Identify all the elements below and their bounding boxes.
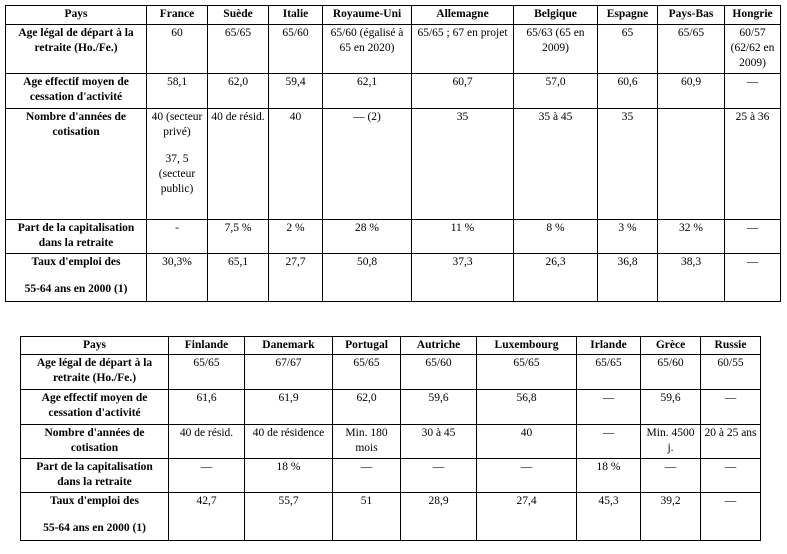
table-cell: 36,8 — [598, 254, 658, 302]
row-header: Nombre d'années de cotisation — [6, 109, 147, 220]
table-cell: — — [169, 459, 245, 493]
table-cell: 50,8 — [323, 254, 412, 302]
table-cell: 35 à 45 — [514, 109, 598, 220]
table-row — [6, 25, 781, 74]
row-header: Part de la capitalisation dans la retraite — [21, 459, 169, 493]
table-row — [21, 355, 761, 390]
table-cell: — — [333, 459, 401, 493]
table-cell: 28 % — [323, 220, 412, 254]
table-cell: 65 — [598, 25, 658, 74]
table-cell: 65/65 — [477, 355, 577, 390]
table-row — [21, 390, 761, 425]
column-header: Espagne — [598, 6, 658, 25]
table-cell: 65/65 ; 67 en projet — [412, 25, 514, 74]
table-cell: 28,9 — [401, 493, 477, 541]
table2-header-row — [21, 337, 761, 355]
cell-line: 40 (secteur privé) — [151, 111, 203, 138]
table-cell: 45,3 — [577, 493, 641, 541]
table-cell: — — [701, 493, 761, 541]
table-cell: 65/65 — [169, 355, 245, 390]
table-cell: 65/60 (égalisé à 65 en 2020) — [323, 25, 412, 74]
cell-line: 37, 5 (secteur public) — [158, 153, 196, 195]
table-cell: 58,1 — [147, 74, 208, 109]
table-row — [6, 254, 781, 302]
row-header — [21, 493, 169, 541]
table-cell: 40 de résidence — [245, 425, 333, 459]
table-cell: — — [401, 459, 477, 493]
table-cell: 59,6 — [401, 390, 477, 425]
table-cell: — (2) — [323, 109, 412, 220]
column-header: France — [147, 6, 208, 25]
column-header: Hongrie — [725, 6, 781, 25]
table-cell: 60/55 — [701, 355, 761, 390]
column-header: Pays-Bas — [658, 6, 725, 25]
table-cell: 62,0 — [208, 74, 269, 109]
table-cell: 35 — [412, 109, 514, 220]
table-cell: 42,7 — [169, 493, 245, 541]
table-cell: 40 de résid. — [169, 425, 245, 459]
table-cell: 65,1 — [208, 254, 269, 302]
table-cell — [147, 109, 208, 220]
row-header — [6, 254, 147, 302]
column-header: Royaume-Uni — [323, 6, 412, 25]
table-cell: 65/60 — [641, 355, 701, 390]
table-cell: 60 — [147, 25, 208, 74]
table-cell: — — [701, 459, 761, 493]
table-cell: 26,3 — [514, 254, 598, 302]
table-cell: 61,9 — [245, 390, 333, 425]
column-header: Autriche — [401, 337, 477, 355]
table-cell: 62,1 — [323, 74, 412, 109]
table-cell: 3 % — [598, 220, 658, 254]
column-header: Suède — [208, 6, 269, 25]
table-cell: 56,8 — [477, 390, 577, 425]
table-cell: 65/65 — [208, 25, 269, 74]
column-header: Allemagne — [412, 6, 514, 25]
column-header: Portugal — [333, 337, 401, 355]
row-header-line: 55-64 ans en 2000 (1) — [43, 522, 146, 534]
table-cell: 61,6 — [169, 390, 245, 425]
row-header: Age effectif moyen de cessation d'activité — [21, 390, 169, 425]
table-cell: 40 — [477, 425, 577, 459]
table-cell: 62,0 — [333, 390, 401, 425]
table-cell: 39,2 — [641, 493, 701, 541]
table-cell: 60,6 — [598, 74, 658, 109]
table-cell: 8 % — [514, 220, 598, 254]
table-cell: 65/63 (65 en 2009) — [514, 25, 598, 74]
table-cell: 60,7 — [412, 74, 514, 109]
pension-table-1 — [5, 5, 781, 302]
row-header: Nombre d'années de cotisation — [21, 425, 169, 459]
column-header: Irlande — [577, 337, 641, 355]
table-cell: 67/67 — [245, 355, 333, 390]
table-cell: 59,4 — [269, 74, 323, 109]
column-header: Italie — [269, 6, 323, 25]
table-row — [21, 459, 761, 493]
table-cell: Min. 180 mois — [333, 425, 401, 459]
table-cell: — — [577, 425, 641, 459]
table-row — [6, 220, 781, 254]
column-header: Belgique — [514, 6, 598, 25]
table-cell — [658, 109, 725, 220]
row-header-line: Taux d'emploi des — [49, 495, 140, 507]
row-header-line: Taux d'emploi des — [31, 256, 121, 268]
table-cell: 30 à 45 — [401, 425, 477, 459]
table-cell: — — [725, 254, 781, 302]
row-header: Age légal de départ à la retraite (Ho./Fe.) — [21, 355, 169, 390]
table-cell: Min. 4500 j. — [641, 425, 701, 459]
row-header-line: 55-64 ans en 2000 (1) — [24, 283, 128, 295]
table-cell: — — [725, 220, 781, 254]
column-header: Pays — [6, 6, 147, 25]
table-cell: 65/60 — [401, 355, 477, 390]
table-cell: - — [147, 220, 208, 254]
table-cell: — — [725, 74, 781, 109]
table-cell: 51 — [333, 493, 401, 541]
table-row — [6, 74, 781, 109]
table-cell: 65/65 — [577, 355, 641, 390]
table-cell: — — [477, 459, 577, 493]
table-cell: 27,4 — [477, 493, 577, 541]
table-cell: 55,7 — [245, 493, 333, 541]
table-cell: 38,3 — [658, 254, 725, 302]
pension-table-2 — [20, 336, 761, 541]
table-cell: — — [701, 390, 761, 425]
table-cell: 65/65 — [333, 355, 401, 390]
table-cell: 35 — [598, 109, 658, 220]
row-header: Age effectif moyen de cessation d'activité — [6, 74, 147, 109]
table-cell: 60/57 (62/62 en 2009) — [725, 25, 781, 74]
table-cell: — — [577, 390, 641, 425]
table-cell: 57,0 — [514, 74, 598, 109]
table-cell: 60,9 — [658, 74, 725, 109]
table-cell: 11 % — [412, 220, 514, 254]
table-cell: 37,3 — [412, 254, 514, 302]
table-cell: 25 à 36 — [725, 109, 781, 220]
table-cell: 7,5 % — [208, 220, 269, 254]
row-header: Part de la capitalisation dans la retraite — [6, 220, 147, 254]
column-header: Luxembourg — [477, 337, 577, 355]
table-row — [21, 425, 761, 459]
table-row — [6, 109, 781, 220]
table-cell: 65/60 — [269, 25, 323, 74]
column-header: Finlande — [169, 337, 245, 355]
table-cell: 65/65 — [658, 25, 725, 74]
row-header: Age légal de départ à la retraite (Ho./Fe.) — [6, 25, 147, 74]
table-cell: 27,7 — [269, 254, 323, 302]
table-cell: 20 à 25 ans — [701, 425, 761, 459]
table-cell: 18 % — [577, 459, 641, 493]
column-header: Grèce — [641, 337, 701, 355]
table-cell: 2 % — [269, 220, 323, 254]
table1-header-row — [6, 6, 781, 25]
table-cell: 40 de résid. — [208, 109, 269, 220]
table-row — [21, 493, 761, 541]
table-cell: 40 — [269, 109, 323, 220]
table-cell: 32 % — [658, 220, 725, 254]
table-cell: 18 % — [245, 459, 333, 493]
column-header: Danemark — [245, 337, 333, 355]
table-cell: 59,6 — [641, 390, 701, 425]
table-cell: 30,3% — [147, 254, 208, 302]
column-header: Russie — [701, 337, 761, 355]
table-cell: — — [641, 459, 701, 493]
column-header: Pays — [21, 337, 169, 355]
